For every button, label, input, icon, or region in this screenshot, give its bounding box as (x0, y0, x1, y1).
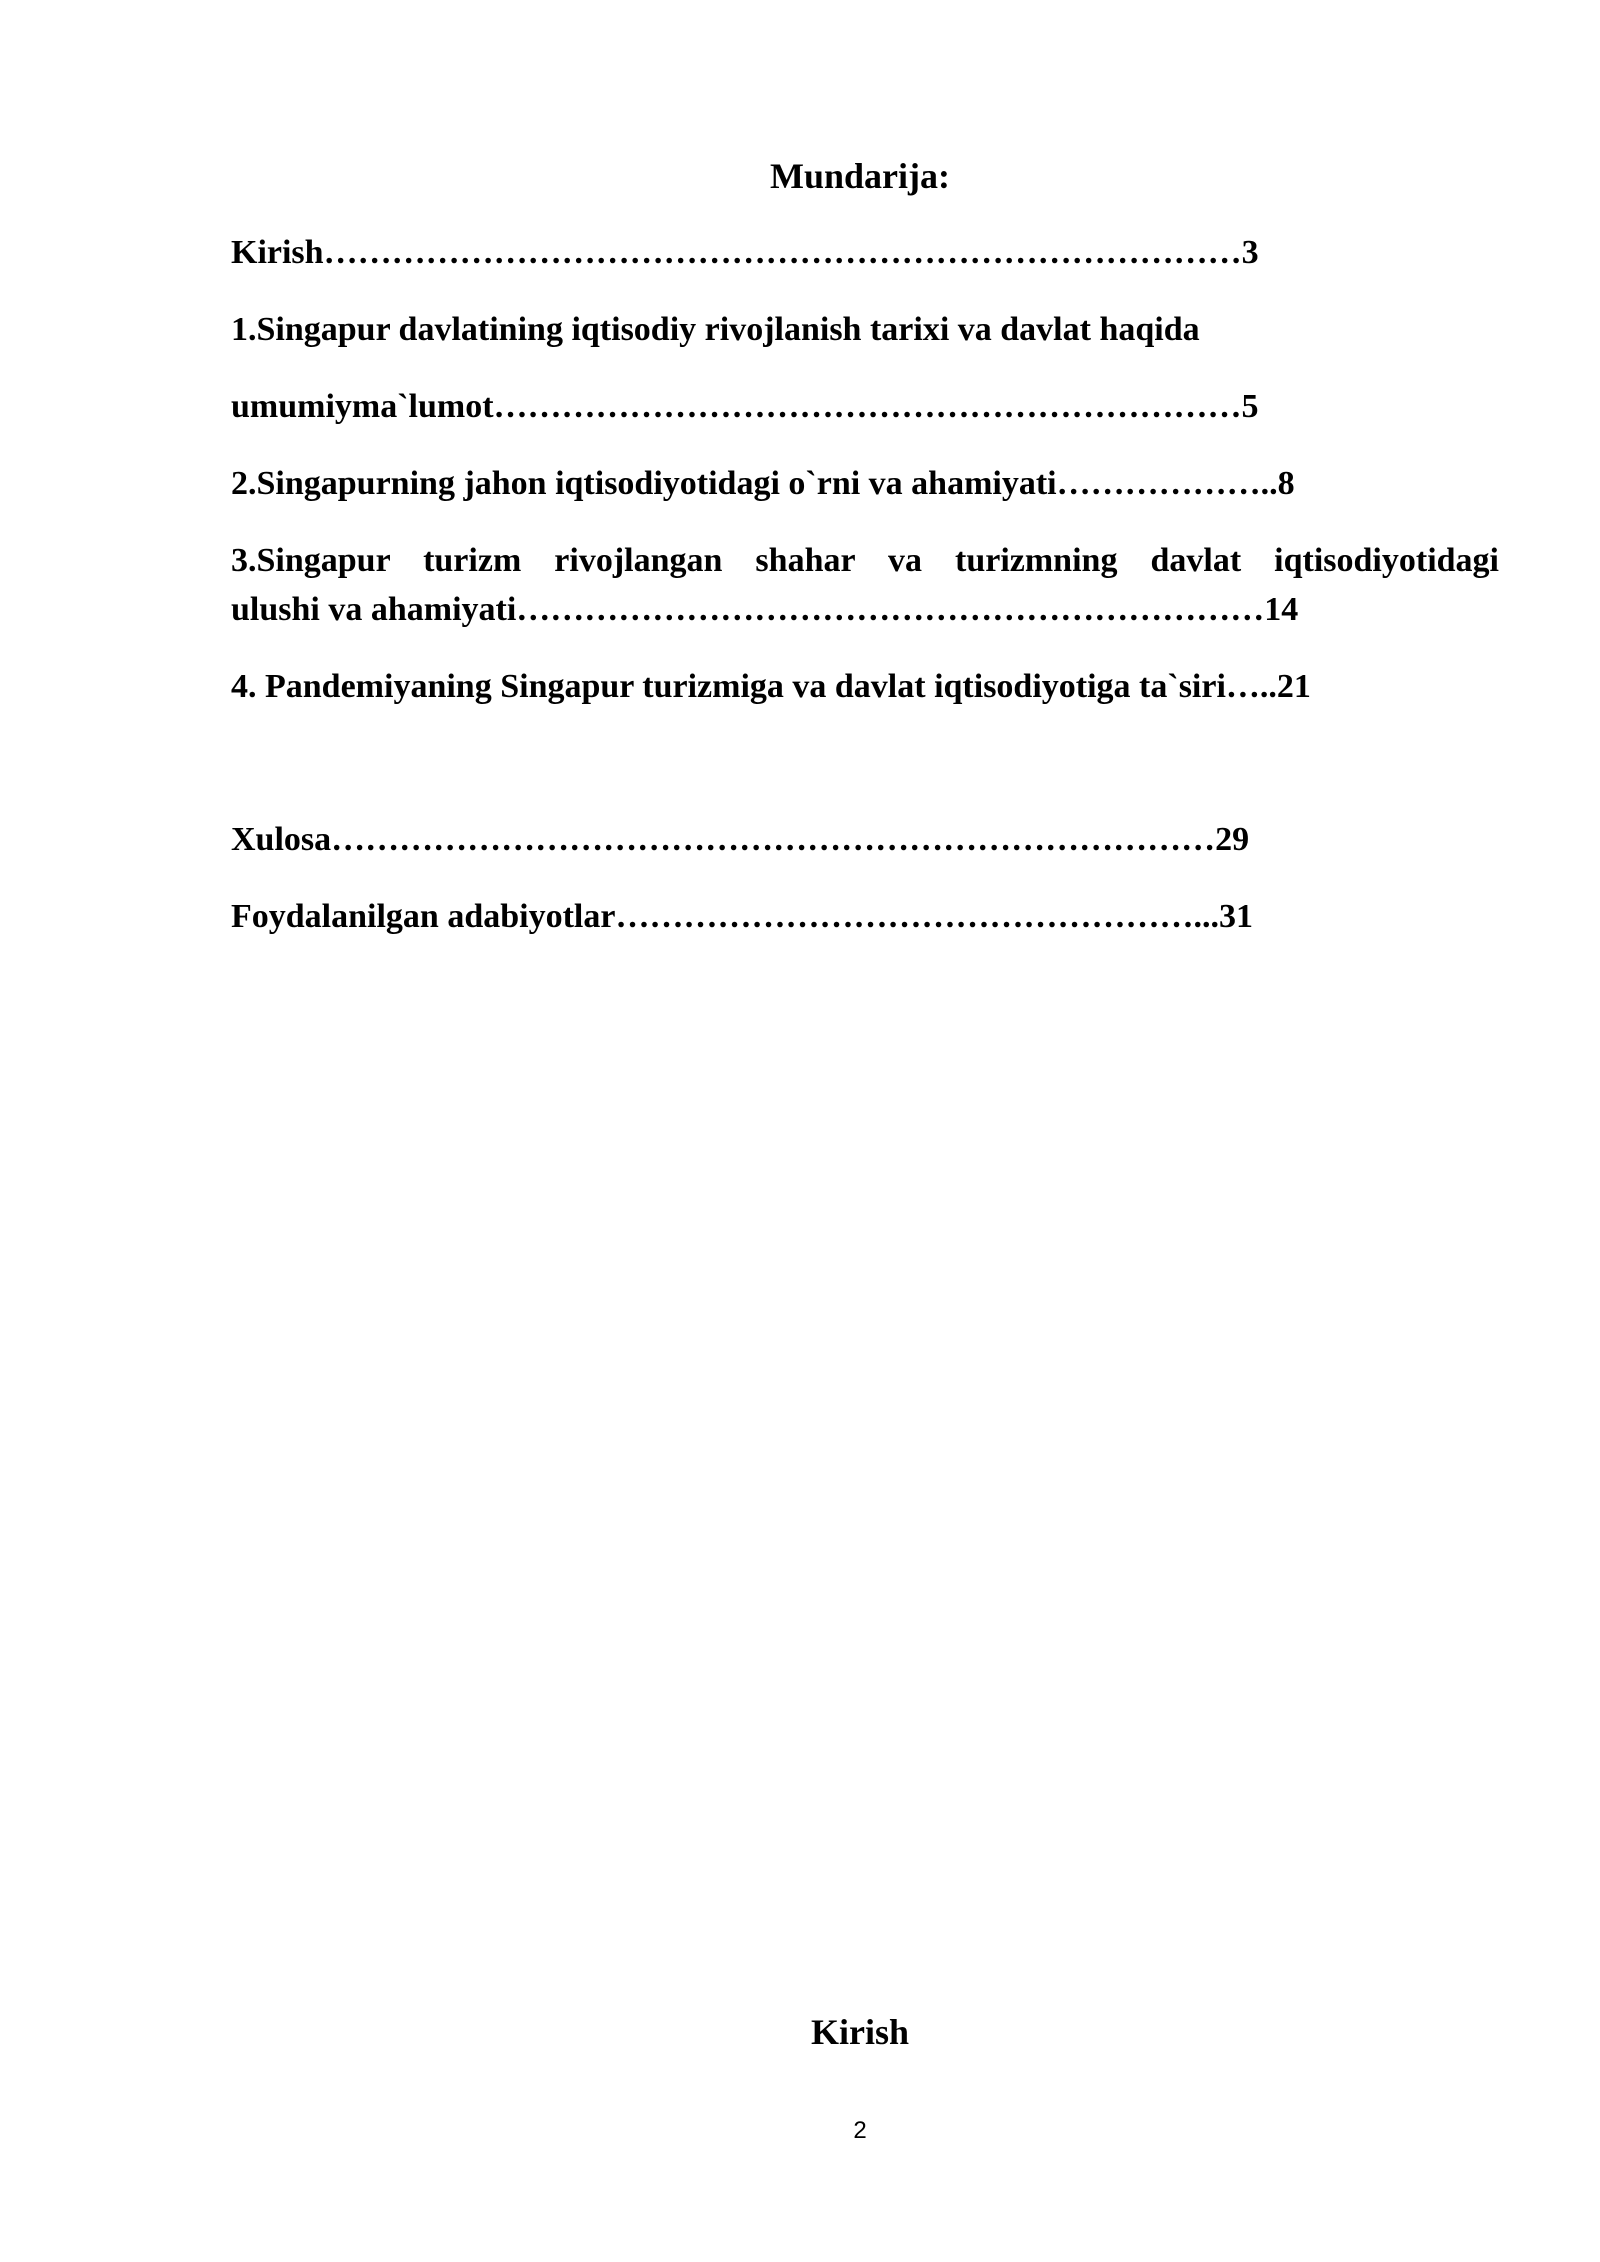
toc-entry-1-line-1: 1.Singapur davlatining iqtisodiy rivojlanish tarixi va davlat haqida (231, 311, 1200, 348)
toc-entry-3-line-1: 3.Singapur turizm rivojlangan shahar va turizmning davlat iqtisodiyotidagi (231, 542, 1499, 579)
toc-entry-4: 4. Pandemiyaning Singapur turizmiga va davlat iqtisodiyotiga ta`siri…..21 (231, 668, 1311, 705)
toc-entry-kirish: Kirish………………………………………………………………………3 (231, 234, 1259, 271)
toc-entry-adabiyotlar: Foydalanilgan adabiyotlar……………………………………………...31 (231, 898, 1253, 935)
section-heading-kirish: Kirish (810, 2012, 909, 2052)
page-number: 2 (853, 2117, 867, 2144)
toc-title: Mundarija: (770, 156, 950, 196)
toc-entry-xulosa: Xulosa……………………………………………………………………29 (231, 821, 1250, 858)
toc-entry-3-line-2: ulushi va ahamiyati…………………………………………………………14 (231, 591, 1299, 628)
toc-entry-2: 2.Singapurning jahon iqtisodiyotidagi o`rni va ahamiyati………………..8 (231, 465, 1295, 502)
toc-entry-1-line-2: umumiyma`lumot…………………………………………………………5 (231, 388, 1259, 425)
